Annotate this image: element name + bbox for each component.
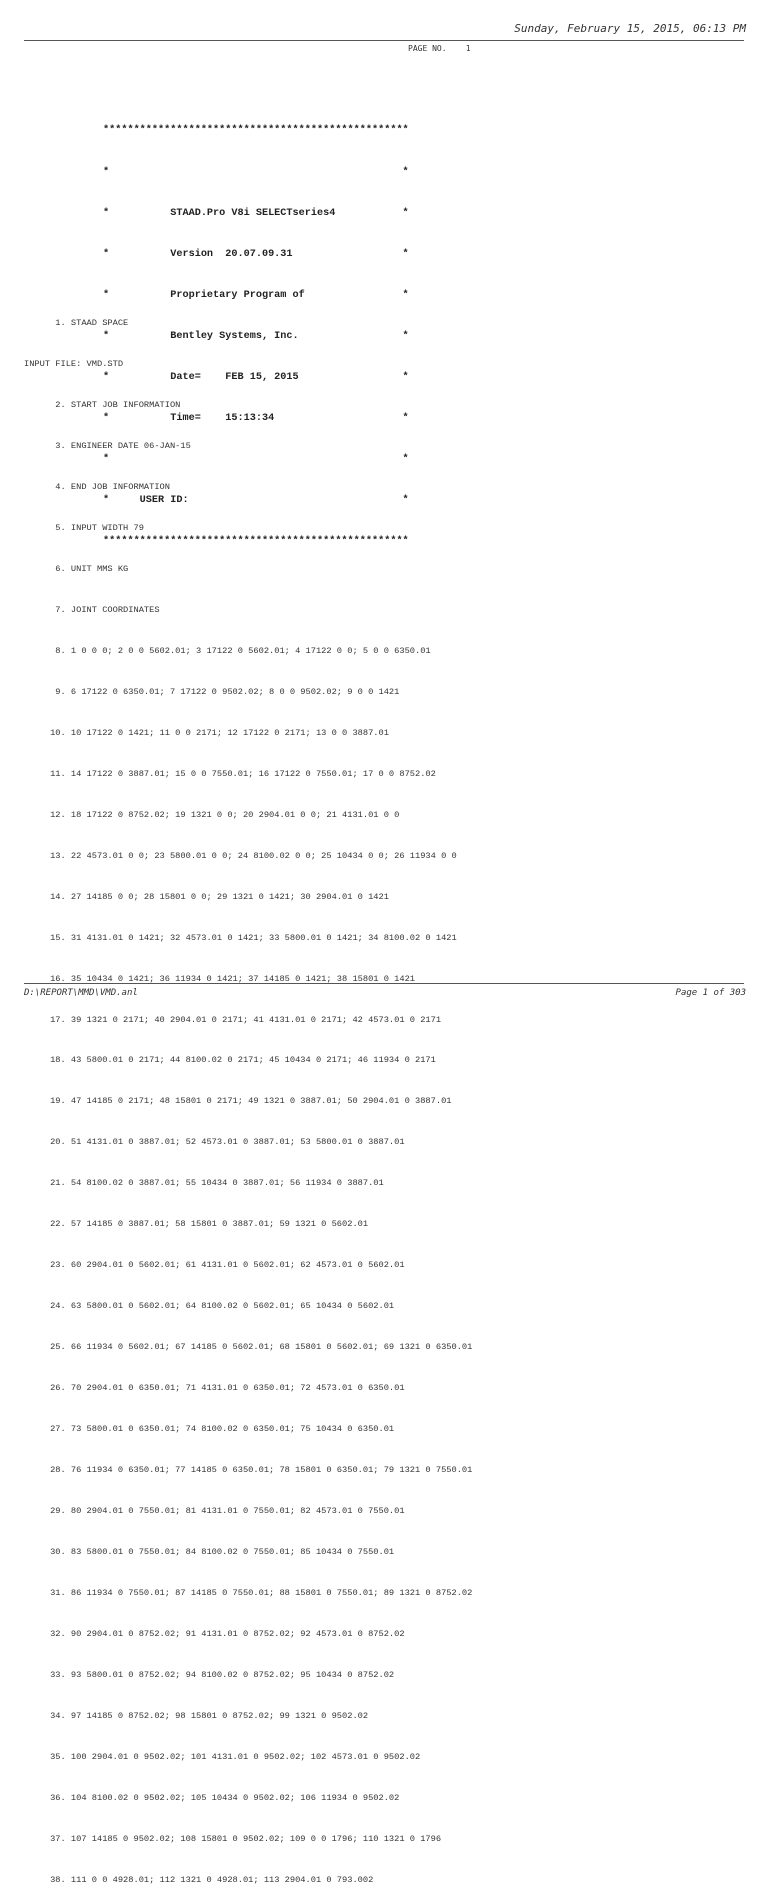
listing-line: 14. 27 14185 0 0; 28 15801 0 0; 29 1321 0 1421; 30 2904.01 0 1421 [24,891,389,902]
listing-line: 35. 100 2904.01 0 9502.02; 101 4131.01 0 9502.02; 102 4573.01 0 9502.02 [24,1751,421,1762]
listing-line: 18. 43 5800.01 0 2171; 44 8100.02 0 2171; 45 10434 0 2171; 46 11934 0 2171 [24,1055,436,1066]
page-count: Page 1 of 303 [675,988,746,998]
banner-line: * USER ID: * [103,495,409,507]
banner-line: * Bentley Systems, Inc. * [103,330,409,342]
listing-line: 33. 93 5800.01 0 8752.02; 94 8100.02 0 8752.02; 95 10434 0 8752.02 [24,1669,395,1680]
listing-line: 1. STAAD SPACE [24,318,129,329]
listing-line: 3. ENGINEER DATE 06-JAN-15 [24,441,191,452]
listing-line: 30. 83 5800.01 0 7550.01; 84 8100.02 0 7550.01; 85 10434 0 7550.01 [24,1546,395,1557]
banner-line: * Time= 15:13:34 * [103,413,409,425]
listing-line: 8. 1 0 0 0; 2 0 0 5602.01; 3 17122 0 5602.01; 4 17122 0 0; 5 0 0 6350.01 [24,645,431,656]
listing-line: 28. 76 11934 0 6350.01; 77 14185 0 6350.01; 78 15801 0 6350.01; 79 1321 0 7550.01 [24,1465,473,1475]
banner-line: ************************************************** [103,125,409,137]
banner-line: * Date= FEB 15, 2015 * [103,371,409,383]
listing-line: 32. 90 2904.01 0 8752.02; 91 4131.01 0 8752.02; 92 4573.01 0 8752.02 [24,1628,405,1639]
listing-line: 24. 63 5800.01 0 5602.01; 64 8100.02 0 5602.01; 65 10434 0 5602.01 [24,1301,395,1312]
banner-line: * Version 20.07.09.31 * [103,248,409,260]
listing-line: 22. 57 14185 0 3887.01; 58 15801 0 3887.01; 59 1321 0 5602.01 [24,1219,369,1230]
footer-divider [24,983,744,984]
listing-line: 4. END JOB INFORMATION [24,482,170,493]
listing-line: 7. JOINT COORDINATES [24,604,160,615]
listing-line: 11. 14 17122 0 3887.01; 15 0 0 7550.01; 16 17122 0 7550.01; 17 0 0 8752.02 [24,768,436,779]
listing-line: 12. 18 17122 0 8752.02; 19 1321 0 0; 20 2904.01 0 0; 21 4131.01 0 0 [24,809,400,820]
listing-line: 29. 80 2904.01 0 7550.01; 81 4131.01 0 7550.01; 82 4573.01 0 7550.01 [24,1505,405,1516]
listing-line: 17. 39 1321 0 2171; 40 2904.01 0 2171; 41 4131.01 0 2171; 42 4573.01 0 2171 [24,1014,442,1025]
file-path: D:\REPORT\MMD\VMD.anl [24,988,138,998]
listing-line: 2. START JOB INFORMATION [24,400,181,411]
listing-line: 13. 22 4573.01 0 0; 23 5800.01 0 0; 24 8100.02 0 0; 25 10434 0 0; 26 11934 0 0 [24,850,457,861]
banner-line: * STAAD.Pro V8i SELECTseries4 * [103,207,409,219]
listing-line: 15. 31 4131.01 0 1421; 32 4573.01 0 1421; 33 5800.01 0 1421; 34 8100.02 0 1421 [24,932,457,943]
listing-line: 10. 10 17122 0 1421; 11 0 0 2171; 12 17122 0 2171; 13 0 0 3887.01 [24,727,389,738]
listing-line: 6. UNIT MMS KG [24,564,129,575]
report-datetime: Sunday, February 15, 2015, 06:13 PM [514,22,746,35]
banner-line: ************************************************** [103,536,409,548]
listing-line: 5. INPUT WIDTH 79 [24,523,144,534]
listing-line: 23. 60 2904.01 0 5602.01; 61 4131.01 0 5602.01; 62 4573.01 0 5602.01 [24,1260,405,1271]
listing-line: 31. 86 11934 0 7550.01; 87 14185 0 7550.01; 88 15801 0 7550.01; 89 1321 0 8752.02 [24,1587,473,1598]
listing-line: 21. 54 8100.02 0 3887.01; 55 10434 0 3887.01; 56 11934 0 3887.01 [24,1178,384,1189]
banner-line: * Proprietary Program of * [103,289,409,301]
listing-line: 20. 51 4131.01 0 3887.01; 52 4573.01 0 3887.01; 53 5800.01 0 3887.01 [24,1137,405,1148]
listing-line: 9. 6 17122 0 6350.01; 7 17122 0 9502.02; 8 0 0 9502.02; 9 0 0 1421 [24,686,400,697]
header-divider [24,40,744,41]
listing-line: 36. 104 8100.02 0 9502.02; 105 10434 0 9502.02; 106 11934 0 9502.02 [24,1792,400,1803]
listing-line: 19. 47 14185 0 2171; 48 15801 0 2171; 49 1321 0 3887.01; 50 2904.01 0 3887.01 [24,1096,452,1107]
listing-line: 25. 66 11934 0 5602.01; 67 14185 0 5602.01; 68 15801 0 5602.01; 69 1321 0 6350.01 [24,1342,473,1353]
listing-line: 16. 35 10434 0 1421; 36 11934 0 1421; 37 14185 0 1421; 38 15801 0 1421 [24,973,416,984]
banner-line: * * [103,454,409,466]
page-number: PAGE NO. 1 [408,44,471,53]
listing-line: INPUT FILE: VMD.STD [24,359,124,370]
listing-line: 34. 97 14185 0 8752.02; 98 15801 0 8752.02; 99 1321 0 9502.02 [24,1710,369,1721]
banner-line: * * [103,166,409,178]
listing-line: 37. 107 14185 0 9502.02; 108 15801 0 9502.02; 109 0 0 1796; 110 1321 0 1796 [24,1833,442,1844]
input-listing [24,290,472,1901]
listing-line: 27. 73 5800.01 0 6350.01; 74 8100.02 0 6350.01; 75 10434 0 6350.01 [24,1424,395,1435]
listing-line: 38. 111 0 0 4928.01; 112 1321 0 4928.01; 113 2904.01 0 793.002 [24,1874,374,1885]
listing-line: 26. 70 2904.01 0 6350.01; 71 4131.01 0 6350.01; 72 4573.01 0 6350.01 [24,1383,405,1394]
